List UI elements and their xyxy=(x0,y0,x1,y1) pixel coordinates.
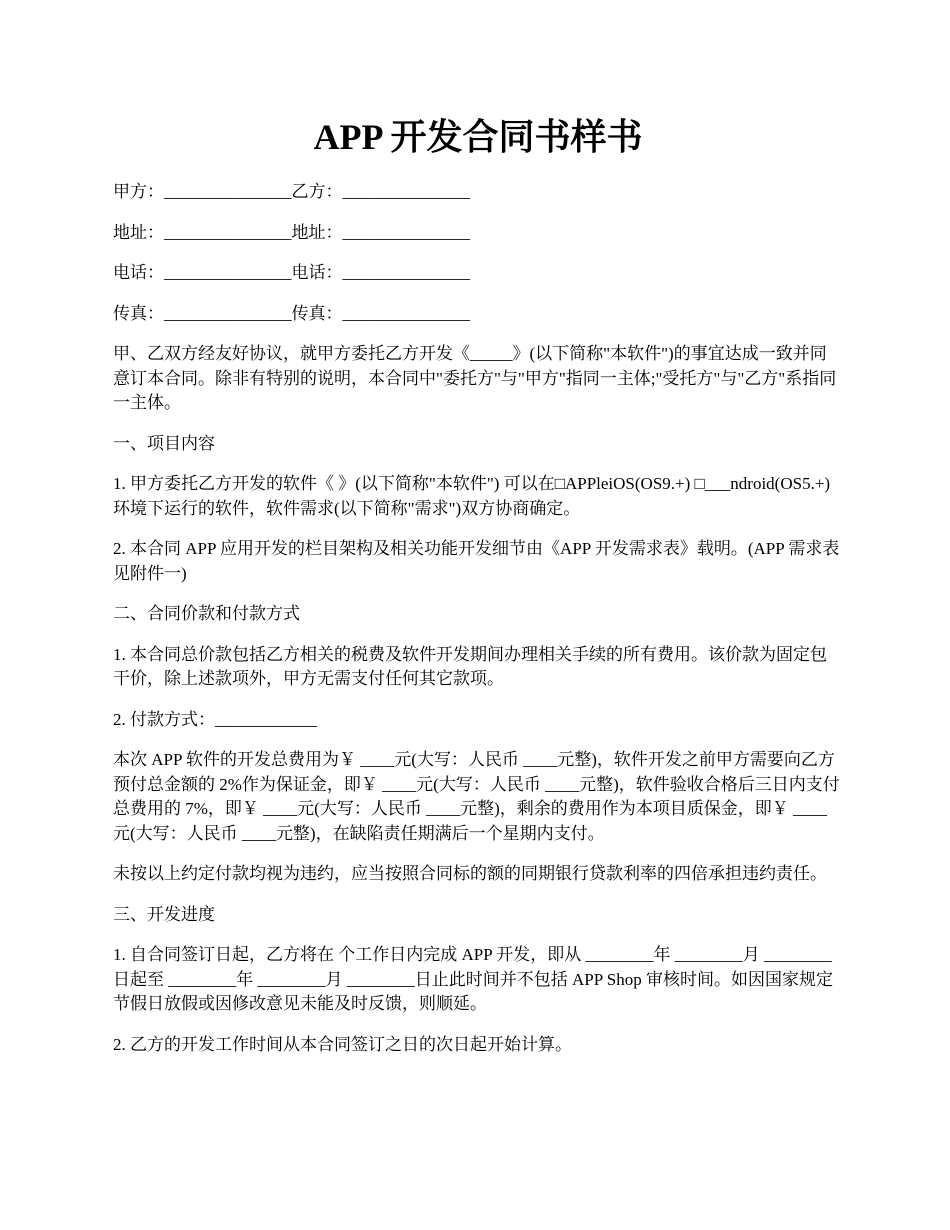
section-heading-project: 一、项目内容 xyxy=(113,433,215,453)
contract-body xyxy=(113,180,843,1073)
party-line-phone: 电话：_______________电话：_______________ xyxy=(113,263,470,282)
payment-item-1: 1. 本合同总价款包括乙方相关的税费及软件开发期间办理相关手续的所有费用。该价款为固定包干价，除上述款项外，甲方无需支付任何其它款项。 xyxy=(113,644,827,688)
page-title: APP 开发合同书样书 xyxy=(313,117,643,157)
intro-paragraph: 甲、乙双方经友好协议，就甲方委托乙方开发《_____》(以下简称"本软件")的事宜达成一致并同意订本合同。除非有特别的说明，本合同中"委托方"与"甲方"指同一主体;"受托方"与"乙方"系指同一主体。 xyxy=(113,344,837,412)
party-line-name: 甲方：_______________乙方：_______________ xyxy=(113,182,470,201)
project-item-1: 1. 甲方委托乙方开发的软件《 》(以下简称"本软件") 可以在□APPleiOS(OS9.+) □___ndroid(OS5.+) 环境下运行的软件，软件需求(以下简称"需求")双方协商确定。 xyxy=(113,474,831,518)
party-line-address: 地址：_______________地址：_______________ xyxy=(113,222,470,242)
schedule-item-2: 2. 乙方的开发工作时间从本合同签订之日的次日起开始计算。 xyxy=(113,1034,572,1054)
project-item-2: 2. 本合同 APP 应用开发的栏目架构及相关功能开发细节由《APP 开发需求表》载明。(APP 需求表见附件一) xyxy=(113,539,840,583)
section-heading-payment: 二、合同价款和付款方式 xyxy=(113,604,300,623)
payment-item-2: 2. 付款方式：____________ xyxy=(113,709,317,729)
party-line-fax: 传真：_______________传真：_______________ xyxy=(113,303,470,323)
section-heading-schedule: 三、开发进度 xyxy=(113,904,215,924)
payment-details: 本次 APP 软件的开发总费用为￥ ____元(大写：人民币 ____元整)，软件开发之前甲方需要向乙方预付总金额的 2%作为保证金，即￥ ____元(大写：人民币 ____元整)，软件验收合格后三日内支付总费用的 7%，即￥ ____元(大写：人民币 ____元整)，剩余的费用作为本项目质保金，即￥ ____元(大写：人民币 ____元整)，在缺陷责任期满后一个星期内支付。 xyxy=(113,750,840,843)
payment-breach: 未按以上约定付款均视为违约，应当按照合同标的额的同期银行贷款利率的四倍承担违约责任。 xyxy=(113,864,827,883)
schedule-item-1: 1. 自合同签订日起，乙方将在 个工作日内完成 APP 开发，即从 ________年 ________月 ________日起至 ________年 ________月 ________日止此时间并不包括 APP Shop 审核时间。如因国家规定节假日放假或因修改意见未能及时反馈，则顺延。 xyxy=(113,945,834,1013)
